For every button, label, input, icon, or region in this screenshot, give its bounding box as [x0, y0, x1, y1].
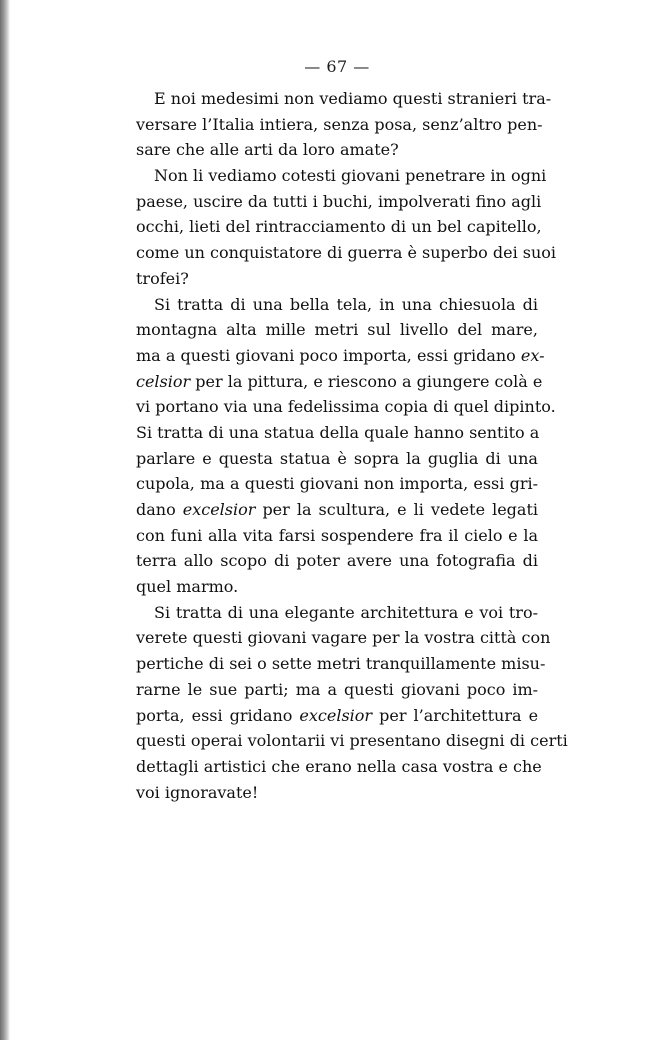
text-line: voi ignoravate! — [136, 782, 259, 802]
text-line: quel marmo. — [136, 577, 239, 597]
text-line: terra allo scopo di poter avere una fotografia di — [136, 551, 538, 571]
page-number: — 67 — — [304, 57, 370, 76]
text-line: trofei? — [136, 268, 189, 288]
text-line: montagna alta mille metri sul livello del mare, — [136, 320, 538, 340]
page-binding-edge — [0, 0, 10, 1040]
text-line: come un conquistatore di guerra è superbo dei suoi — [136, 243, 557, 263]
text-line: sare che alle arti da loro amate? — [136, 140, 399, 160]
text-line: cupola, ma a questi giovani non importa, essi gri- — [136, 474, 538, 494]
text-line: vi portano via una fedelissima copia di quel dipinto. — [136, 397, 556, 417]
text-line: Non li vediamo cotesti giovani penetrare in ogni — [154, 166, 547, 186]
text-line: verete questi giovani vagare per la vostra città con — [136, 628, 551, 648]
text-line: dettagli artistici che erano nella casa vostra e che — [136, 756, 542, 776]
text-line: celsior per la pittura, e riescono a giungere colà e — [136, 371, 543, 391]
body-text — [118, 86, 568, 805]
text-line: occhi, lieti del rintracciamento di un bel capitello, — [136, 217, 542, 237]
text-line: parlare e questa statua è sopra la guglia di una — [136, 448, 538, 468]
paragraph — [118, 86, 552, 163]
text-line: E noi medesimi non vediamo questi stranieri tra- — [154, 89, 552, 108]
text-line: versare l’Italia intiera, senza posa, senz’altro pen- — [136, 114, 543, 134]
text-line: paese, uscire da tutti i buchi, impolverati fino agli — [136, 191, 542, 211]
text-line: con funi alla vita farsi sospendere fra il cielo e la — [136, 525, 538, 545]
text-line: Si tratta di una bella tela, in una chiesuola di — [154, 294, 539, 314]
paragraph — [118, 600, 568, 806]
text-line: questi operai volontarii vi presentano disegni di certi — [136, 731, 568, 751]
text-line: rarne le sue parti; ma a questi giovani poco im- — [136, 679, 539, 699]
paragraph — [118, 292, 556, 600]
paragraph — [118, 163, 557, 291]
text-line: pertiche di sei o sette metri tranquillamente misu- — [136, 654, 546, 674]
text-line: Si tratta di una elegante architettura e voi tro- — [154, 602, 538, 622]
text-line: ma a questi giovani poco importa, essi gridano ex- — [136, 345, 545, 365]
text-line: porta, essi gridano excelsior per l’architettura e — [136, 705, 539, 725]
text-line: dano excelsior per la scultura, e li vedete legati — [136, 500, 538, 519]
text-line: Si tratta di una statua della quale hanno sentito a — [136, 422, 540, 442]
